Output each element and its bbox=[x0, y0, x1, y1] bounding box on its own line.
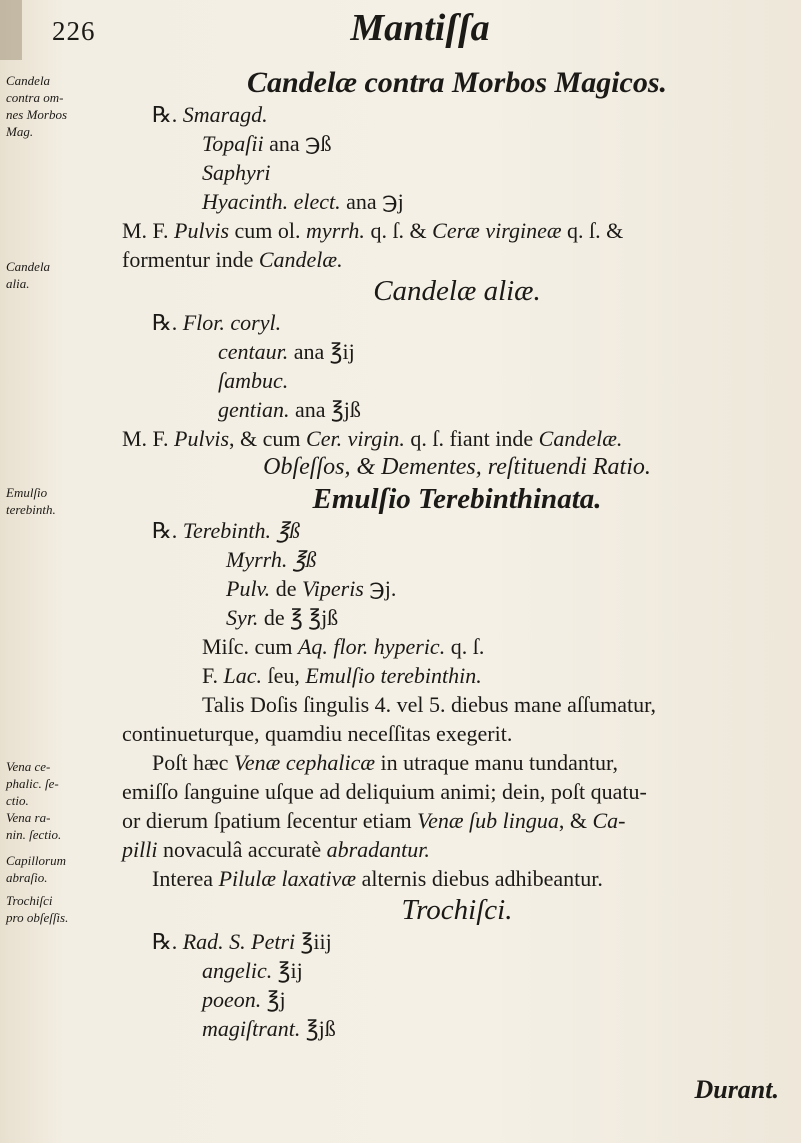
text-line: continueturque, quamdiu neceſſitas exegerit. bbox=[122, 721, 513, 746]
heading-candelae-contra: Candelæ contra Morbos Magicos. bbox=[246, 66, 668, 99]
text-line bbox=[122, 835, 792, 864]
text-run: Lac. bbox=[223, 663, 262, 688]
recipe-line bbox=[122, 956, 792, 985]
ingredient: Terebinth. ℥ß bbox=[182, 518, 301, 543]
recipe-symbol: ℞. bbox=[152, 310, 178, 335]
dose: ana ℈j bbox=[340, 189, 404, 214]
text-run: novaculâ accuratè bbox=[157, 837, 327, 862]
text-run: Aq. flor. hyperic. bbox=[297, 634, 446, 659]
margin-note-candela-alia bbox=[6, 258, 102, 292]
text-line bbox=[122, 748, 792, 777]
ingredient: gentian. bbox=[218, 397, 290, 422]
running-title: Mantiſſa bbox=[350, 7, 490, 49]
ingredient: Hyacinth. elect. bbox=[202, 189, 341, 214]
margin-line: abraſio. bbox=[6, 870, 48, 885]
recipe-symbol: ℞. bbox=[152, 929, 178, 954]
text-line bbox=[122, 245, 792, 274]
recipe-line bbox=[122, 187, 792, 216]
heading-trochisci: Trochiſci. bbox=[401, 894, 513, 926]
heading-obsessos: Obſeſſos, & Dementes, reſtituendi Ratio. bbox=[263, 454, 651, 480]
margin-line: Emulſio bbox=[6, 485, 48, 500]
text-run: Ceræ virgineæ bbox=[432, 218, 562, 243]
text-run: q. ſ. & bbox=[364, 218, 433, 243]
margin-note-candela-contra bbox=[6, 72, 102, 140]
recipe-line bbox=[122, 308, 792, 337]
ingredient: magiſtrant. bbox=[202, 1016, 301, 1041]
text-run: Interea bbox=[152, 866, 219, 891]
text-run: Cer. virgin. bbox=[306, 426, 405, 451]
recipe-line bbox=[122, 1014, 792, 1043]
recipe-symbol: ℞. bbox=[152, 518, 178, 543]
recipe-symbol: ℞. bbox=[152, 102, 178, 127]
margin-line: Mag. bbox=[6, 124, 34, 139]
recipe-line: ſambuc. bbox=[218, 368, 289, 393]
text-line: Talis Doſis ſingulis 4. vel 5. diebus mane aſſumatur, bbox=[202, 692, 657, 717]
margin-line: pro obſeſſis. bbox=[6, 910, 69, 925]
text-run: formentur inde bbox=[122, 247, 259, 272]
text-run: Viperis bbox=[301, 576, 364, 601]
text-run: Poſt hæc bbox=[152, 750, 234, 775]
margin-line: nin. ſectio. bbox=[6, 827, 62, 842]
recipe-line: Saphyri bbox=[202, 160, 271, 185]
text-run: abradantur. bbox=[326, 837, 430, 862]
dose: ana ℥jß bbox=[289, 397, 361, 422]
margin-line: phalic. ſe- bbox=[6, 776, 59, 791]
recipe-line bbox=[122, 927, 792, 956]
text-run: F. bbox=[202, 663, 224, 688]
text-run: Pilulæ laxativæ bbox=[218, 866, 357, 891]
recipe-line bbox=[122, 395, 792, 424]
recipe-line bbox=[122, 337, 792, 366]
recipe-line bbox=[122, 574, 792, 603]
text-run: Venæ cephalicæ bbox=[233, 750, 376, 775]
recipe-line bbox=[122, 985, 792, 1014]
page-number: 226 bbox=[52, 16, 96, 46]
text-run: Syr. bbox=[226, 605, 259, 630]
margin-line: Trochiſci bbox=[6, 893, 53, 908]
text-run: Candelæ. bbox=[258, 247, 343, 272]
margin-line: Candela bbox=[6, 73, 51, 88]
ingredient: angelic. bbox=[202, 958, 273, 983]
text-run: q. ſ. bbox=[445, 634, 485, 659]
margin-line: alia. bbox=[6, 276, 30, 291]
text-run: Candelæ. bbox=[538, 426, 623, 451]
text-run: M. F. bbox=[122, 218, 175, 243]
text-line bbox=[122, 424, 792, 453]
text-line bbox=[122, 864, 792, 893]
running-head bbox=[0, 4, 801, 62]
text-run: , & bbox=[558, 808, 593, 833]
margin-line: Capillorum bbox=[6, 853, 66, 868]
text-run: Venæ ſub lingua bbox=[417, 808, 559, 833]
dose: ℥j bbox=[261, 987, 286, 1012]
text-run: , & cum bbox=[229, 426, 307, 451]
recipe-line bbox=[122, 100, 792, 129]
ingredient: Topaſii bbox=[202, 131, 264, 156]
margin-note-vena bbox=[6, 758, 102, 843]
dose: ℥ij bbox=[272, 958, 303, 983]
margin-line: contra om- bbox=[6, 90, 64, 105]
text-run: Pulvis bbox=[174, 426, 230, 451]
margin-line: Vena ra- bbox=[6, 810, 51, 825]
text-run: Pulv. bbox=[226, 576, 271, 601]
margin-note-trochisci bbox=[6, 892, 102, 926]
text-run: ℈j. bbox=[363, 576, 397, 601]
text-run: q. ſ. & bbox=[561, 218, 624, 243]
margin-line: nes Morbos bbox=[6, 107, 68, 122]
text-run: Pulvis bbox=[174, 218, 230, 243]
text-run: Ca- bbox=[592, 808, 626, 833]
recipe-line bbox=[122, 603, 792, 632]
ingredient: Flor. coryl. bbox=[182, 310, 282, 335]
dose: ℥iij bbox=[295, 929, 332, 954]
text-run: q. ſ. fiant inde bbox=[404, 426, 539, 451]
text-run: M. F. bbox=[122, 426, 175, 451]
ingredient: Smaragd. bbox=[182, 102, 268, 127]
text-line bbox=[122, 632, 792, 661]
margin-note-emulsio bbox=[6, 484, 102, 518]
margin-line: ctio. bbox=[6, 793, 29, 808]
text-run: de bbox=[270, 576, 302, 601]
text-line bbox=[122, 806, 792, 835]
heading-candelae-aliae: Candelæ aliæ. bbox=[373, 275, 541, 307]
text-run: pilli bbox=[122, 837, 158, 862]
recipe-line: Myrrh. ℥ß bbox=[226, 547, 317, 572]
text-run: myrrh. bbox=[306, 218, 365, 243]
ingredient: Rad. S. Petri bbox=[182, 929, 296, 954]
margin-line: Candela bbox=[6, 259, 51, 274]
heading-emulsio: Emulſio Terebinthinata. bbox=[312, 483, 602, 515]
ingredient: poeon. bbox=[202, 987, 262, 1012]
text-run: Emulſio terebinthin. bbox=[305, 663, 482, 688]
text-line bbox=[122, 661, 792, 690]
text-line: emiſſo ſanguine uſque ad deliquium animi; dein, poſt quatu- bbox=[122, 779, 647, 804]
recipe-line bbox=[122, 516, 792, 545]
text-run: cum ol. bbox=[229, 218, 307, 243]
dose: ana ℈ß bbox=[263, 131, 332, 156]
margin-line: terebinth. bbox=[6, 502, 56, 517]
margin-note-capillorum bbox=[6, 852, 102, 886]
text-line bbox=[122, 216, 792, 245]
text-run: ſeu, bbox=[261, 663, 306, 688]
text-run: alternis diebus adhibeantur. bbox=[356, 866, 603, 891]
recipe-line bbox=[122, 129, 792, 158]
text-run: in utraque manu tundantur, bbox=[375, 750, 618, 775]
text-run: Miſc. cum bbox=[202, 634, 298, 659]
catchword: Durant. bbox=[694, 1075, 779, 1104]
dose: ana ℥ij bbox=[288, 339, 355, 364]
margin-line: Vena ce- bbox=[6, 759, 51, 774]
dose: ℥jß bbox=[300, 1016, 336, 1041]
main-text bbox=[122, 66, 792, 1043]
ingredient: centaur. bbox=[218, 339, 289, 364]
text-run: or dierum ſpatium ſecentur etiam bbox=[122, 808, 418, 833]
text-run: de ℥ ℥jß bbox=[258, 605, 339, 630]
